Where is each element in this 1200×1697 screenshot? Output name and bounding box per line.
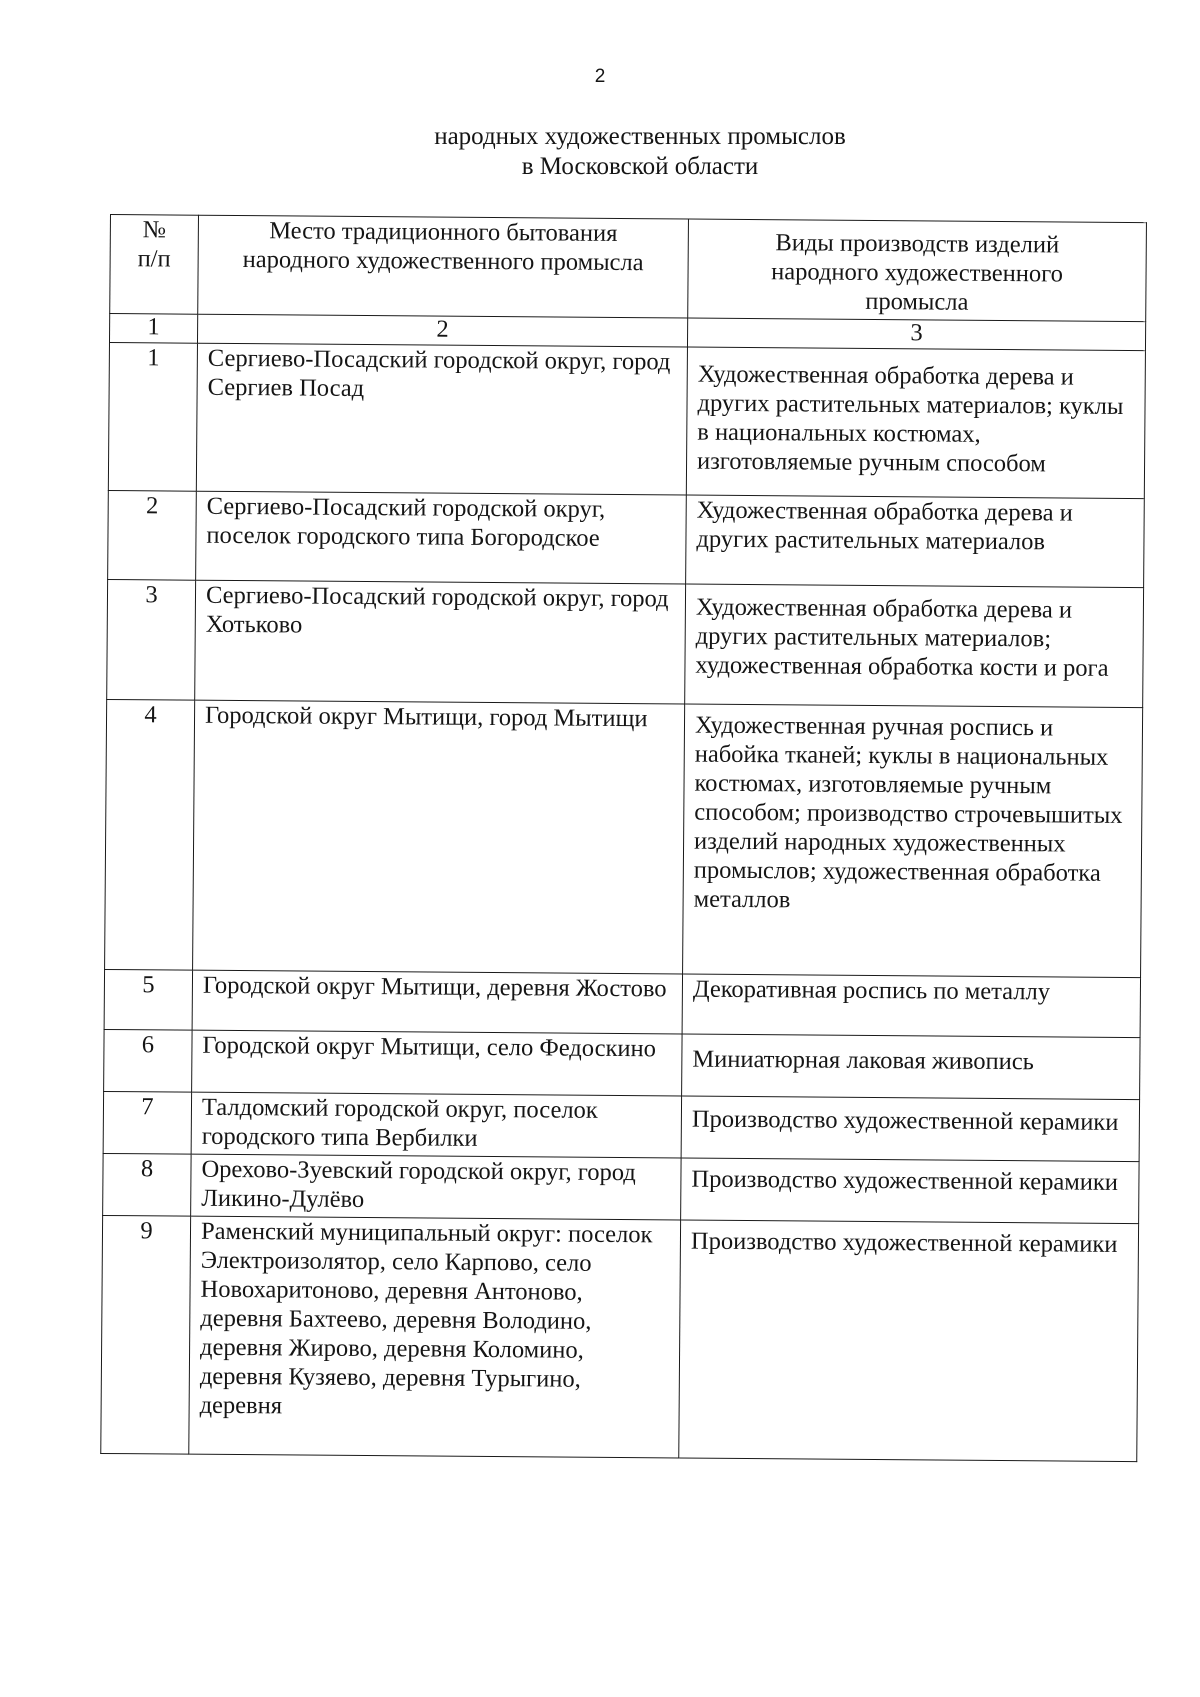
header-num-line-1: № <box>142 216 167 244</box>
header-num-line-2: п/п <box>137 245 171 273</box>
row-place: Сергиево-Посадский городской округ, город Сергиев Посад <box>196 343 687 495</box>
crafts-table <box>100 214 1147 1462</box>
header-type: Виды производств изделий народного художественного промысла <box>688 219 1147 322</box>
table-header-row <box>110 215 1147 322</box>
row-type: Производство художественной керамики <box>681 1158 1139 1224</box>
row-number: 6 <box>104 1029 192 1092</box>
table-row <box>101 1215 1139 1461</box>
row-number: 5 <box>104 969 192 1030</box>
row-type: Художественная обработка дерева и других растительных материалов; художественная обработка кости и рога <box>685 584 1144 708</box>
row-place: Городской округ Мытищи, деревня Жостово <box>192 970 682 1034</box>
column-index-1: 1 <box>109 314 197 344</box>
table-row <box>104 1029 1140 1099</box>
row-place: Сергиево-Посадский городской округ, город Хотьково <box>195 580 686 704</box>
row-place: Сергиево-Посадский городской округ, поселок городского типа Богородское <box>196 491 687 584</box>
row-place: Городской округ Мытищи, город Мытищи <box>193 700 685 974</box>
row-number: 1 <box>108 342 197 491</box>
table-row <box>104 969 1140 1037</box>
row-type: Миниатюрная лаковая живопись <box>682 1034 1140 1100</box>
table-row <box>107 579 1144 707</box>
header-place: Место традиционного бытования народного художественного промысла <box>198 215 689 318</box>
row-number: 2 <box>108 490 197 580</box>
header-num <box>110 215 199 315</box>
row-type: Декоративная роспись по металлу <box>682 974 1140 1038</box>
row-number: 7 <box>103 1091 191 1154</box>
title-line-1: народных художественных промыслов <box>434 123 846 150</box>
row-type: Производство художественной керамики <box>679 1220 1139 1462</box>
table-row <box>105 699 1143 977</box>
table-row <box>103 1091 1139 1161</box>
row-number: 8 <box>103 1153 191 1216</box>
row-type: Производство художественной керамики <box>681 1096 1139 1162</box>
row-place: Талдомский городской округ, поселок городского типа Вербилки <box>191 1092 681 1158</box>
title-line-2: в Московской области <box>521 153 759 180</box>
row-place: Орехово-Зуевский городской округ, город Ликино-Дулёво <box>191 1154 681 1220</box>
row-number: 4 <box>105 699 195 970</box>
column-index-3: 3 <box>687 318 1145 351</box>
row-number: 3 <box>107 579 196 700</box>
column-index-2: 2 <box>197 314 687 347</box>
row-place: Раменский муниципальный округ: поселок Электроизолятор, село Карпово, село Новохаритоново, деревня Антоново, деревня Бахтеево, деревня Володино, деревня Жирово, деревня Коломино, деревня Кузяево, деревня Турыгино, деревня <box>189 1216 681 1458</box>
table-row <box>108 490 1145 587</box>
row-type: Художественная обработка дерева и других растительных материалов; куклы в национальных костюмах, изготовляемые ручным способом <box>686 347 1145 499</box>
row-type: Художественная ручная роспись и набойка тканей; куклы в национальных костюмах, изготовляемые ручным способом; производство строчевышитых изделий народных художественных промыслов; художественная обработка металлов <box>683 704 1143 978</box>
row-type: Художественная обработка дерева и других растительных материалов <box>686 495 1145 588</box>
row-number: 9 <box>101 1215 191 1454</box>
document-title <box>300 122 980 182</box>
table-row <box>103 1153 1139 1223</box>
page-number: 2 <box>594 66 606 87</box>
row-place: Городской округ Мытищи, село Федоскино <box>192 1030 682 1096</box>
table-row <box>108 342 1145 498</box>
